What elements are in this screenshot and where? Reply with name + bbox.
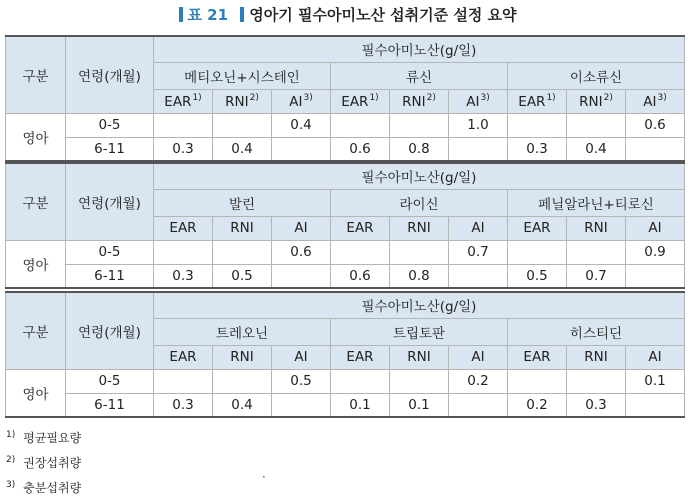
value-cell	[390, 240, 449, 264]
value-cell	[567, 113, 626, 137]
row-label: 영아	[6, 369, 66, 417]
header-amino-acid: 이소류신	[508, 62, 685, 89]
header-ear: EAR	[331, 216, 390, 240]
row-label: 영아	[6, 240, 66, 288]
header-ear: EAR	[154, 216, 213, 240]
amino-acid-table-2	[5, 162, 685, 289]
value-cell: 0.7	[449, 240, 508, 264]
age-cell: 0-5	[66, 240, 154, 264]
value-cell	[154, 240, 213, 264]
value-cell: 0.9	[626, 240, 685, 264]
value-cell: 0.2	[449, 369, 508, 393]
value-cell: 0.3	[154, 137, 213, 161]
header-group: 필수아미노산(g/일)	[154, 292, 685, 318]
footnote-mark: 2)	[249, 92, 259, 103]
title-bar-left	[179, 7, 183, 22]
row-label: 영아	[6, 113, 66, 161]
header-group: 필수아미노산(g/일)	[154, 36, 685, 62]
header-rni: RNI	[390, 216, 449, 240]
value-cell	[508, 369, 567, 393]
footnote-mark: 2)	[6, 455, 16, 465]
header-ear: EAR	[154, 345, 213, 369]
value-cell	[331, 113, 390, 137]
title-bar-right	[240, 7, 244, 22]
value-cell: 0.6	[626, 113, 685, 137]
value-cell	[213, 113, 272, 137]
age-cell: 0-5	[66, 113, 154, 137]
value-cell: 0.4	[567, 137, 626, 161]
footnote-mark: 3)	[657, 92, 667, 103]
value-cell	[213, 240, 272, 264]
value-cell: 0.1	[626, 369, 685, 393]
header-amino-acid: 메티오닌+시스테인	[154, 62, 331, 89]
amino-acid-table-1	[5, 35, 685, 162]
footnote-mark: 3)	[6, 480, 16, 490]
header-ear: EAR	[508, 345, 567, 369]
header-ear: EAR	[508, 216, 567, 240]
value-cell	[449, 137, 508, 161]
value-cell	[626, 264, 685, 288]
header-age: 연령(개월)	[66, 163, 154, 240]
value-cell: 0.8	[390, 264, 449, 288]
value-cell: 1.0	[449, 113, 508, 137]
value-cell	[390, 113, 449, 137]
header-ai: AI$^{3)}$	[272, 89, 331, 113]
header-amino-acid: 트레오닌	[154, 318, 331, 345]
header-rni: RNI$^{2)}$	[390, 89, 449, 113]
header-ear: EAR	[331, 345, 390, 369]
age-cell: 6-11	[66, 264, 154, 288]
table-title	[0, 4, 696, 25]
footnote-1	[6, 424, 81, 449]
header-ai: AI	[272, 345, 331, 369]
value-cell	[449, 393, 508, 417]
footnote-2	[6, 449, 81, 474]
header-amino-acid: 발린	[154, 189, 331, 216]
header-amino-acid: 류신	[331, 62, 508, 89]
header-rni: RNI	[213, 216, 272, 240]
value-cell: 0.3	[154, 393, 213, 417]
value-cell: 0.6	[331, 264, 390, 288]
header-ai: AI	[272, 216, 331, 240]
header-ear: EAR$^{1)}$	[331, 89, 390, 113]
header-ai: AI	[626, 216, 685, 240]
header-ai: AI$^{3)}$	[449, 89, 508, 113]
header-rni: RNI$^{2)}$	[567, 89, 626, 113]
value-cell: 0.7	[567, 264, 626, 288]
footnote-mark: 2)	[603, 92, 613, 103]
header-rni: RNI	[213, 345, 272, 369]
footnote-text: 권장섭취량	[23, 456, 82, 470]
footnotes	[6, 424, 81, 499]
value-cell: 0.4	[213, 137, 272, 161]
age-cell: 0-5	[66, 369, 154, 393]
footnote-mark: 3)	[303, 92, 313, 103]
header-amino-acid: 트립토판	[331, 318, 508, 345]
value-cell	[272, 137, 331, 161]
footnote-mark: 3)	[480, 92, 490, 103]
value-cell: 0.5	[272, 369, 331, 393]
value-cell	[154, 369, 213, 393]
header-rni: RNI	[390, 345, 449, 369]
value-cell: 0.6	[331, 137, 390, 161]
age-cell: 6-11	[66, 137, 154, 161]
value-cell: 0.5	[213, 264, 272, 288]
header-group: 필수아미노산(g/일)	[154, 163, 685, 189]
footnote-3	[6, 474, 81, 499]
footnote-mark: 1)	[546, 92, 556, 103]
value-cell	[449, 264, 508, 288]
value-cell	[626, 393, 685, 417]
value-cell	[154, 113, 213, 137]
footnote-text: 충분섭취량	[23, 481, 82, 495]
value-cell: 0.4	[213, 393, 272, 417]
value-cell	[272, 264, 331, 288]
value-cell	[508, 240, 567, 264]
header-age: 연령(개월)	[66, 36, 154, 113]
footnote-mark: 1)	[6, 430, 16, 440]
value-cell: 0.3	[154, 264, 213, 288]
header-rni: RNI$^{2)}$	[213, 89, 272, 113]
value-cell: 0.1	[331, 393, 390, 417]
value-cell: 0.1	[390, 393, 449, 417]
header-ai: AI	[449, 216, 508, 240]
table-title-text: 영아기 필수아미노산 섭취기준 설정 요약	[249, 6, 517, 24]
footnote-mark: 2)	[426, 92, 436, 103]
value-cell: 0.6	[272, 240, 331, 264]
value-cell	[213, 369, 272, 393]
header-ai: AI	[449, 345, 508, 369]
value-cell: 0.4	[272, 113, 331, 137]
stray-dot: ·	[262, 470, 266, 484]
value-cell	[567, 240, 626, 264]
value-cell	[331, 369, 390, 393]
footnote-text: 평균필요량	[23, 431, 82, 445]
header-age: 연령(개월)	[66, 292, 154, 369]
header-category: 구분	[6, 292, 66, 369]
header-amino-acid: 라이신	[331, 189, 508, 216]
value-cell: 0.5	[508, 264, 567, 288]
header-ai: AI	[626, 345, 685, 369]
value-cell	[331, 240, 390, 264]
header-amino-acid: 페닐알라닌+티로신	[508, 189, 685, 216]
header-rni: RNI	[567, 345, 626, 369]
footnote-mark: 1)	[192, 92, 202, 103]
value-cell	[508, 113, 567, 137]
header-ai: AI$^{3)}$	[626, 89, 685, 113]
value-cell: 0.2	[508, 393, 567, 417]
value-cell: 0.3	[508, 137, 567, 161]
value-cell	[272, 393, 331, 417]
header-ear: EAR$^{1)}$	[154, 89, 213, 113]
header-ear: EAR$^{1)}$	[508, 89, 567, 113]
value-cell	[390, 369, 449, 393]
value-cell: 0.8	[390, 137, 449, 161]
header-amino-acid: 히스티딘	[508, 318, 685, 345]
value-cell	[567, 369, 626, 393]
footnote-mark: 1)	[369, 92, 379, 103]
value-cell	[626, 137, 685, 161]
header-category: 구분	[6, 36, 66, 113]
value-cell: 0.3	[567, 393, 626, 417]
header-rni: RNI	[567, 216, 626, 240]
amino-acid-table-3	[5, 291, 685, 418]
table-number: 표 21	[187, 6, 229, 24]
header-category: 구분	[6, 163, 66, 240]
age-cell: 6-11	[66, 393, 154, 417]
